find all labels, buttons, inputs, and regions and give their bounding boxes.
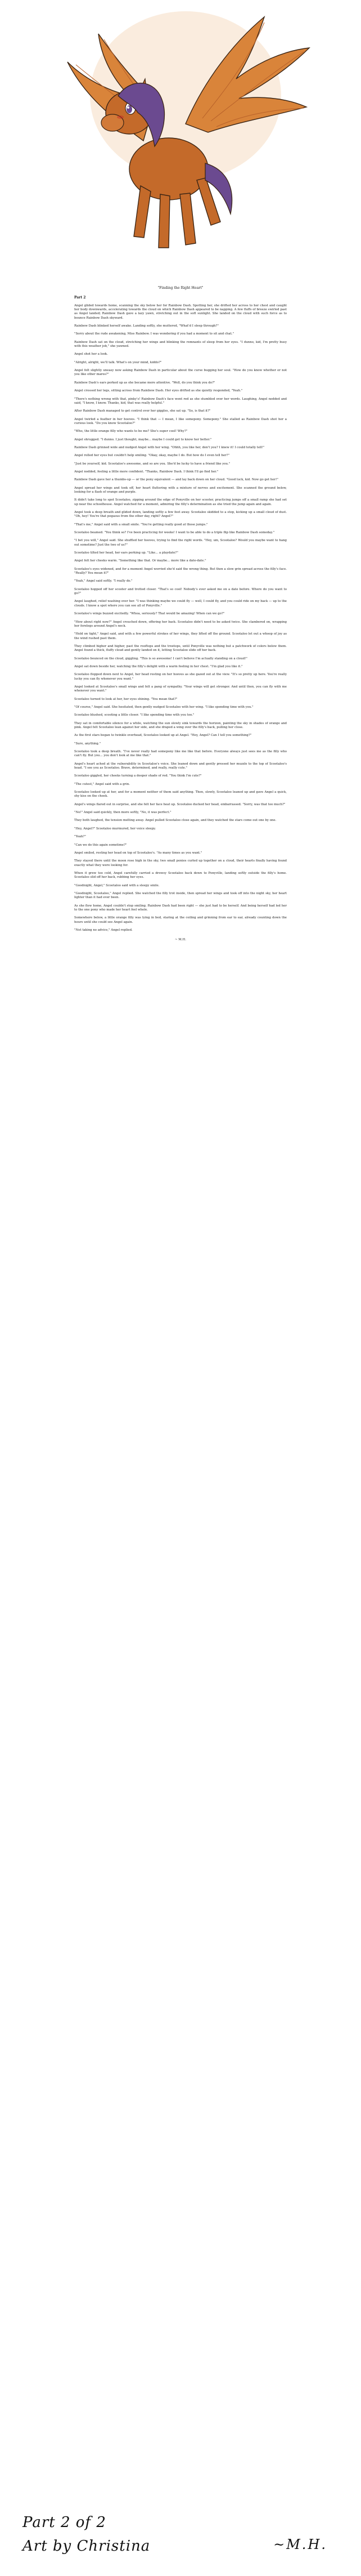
story-paragraph: "Hold on tight," Angel said, and with a few powerful strokes of her wings, they lifted off the ground. Scootaloo let out a whoop of joy as the wind rushed past them. — [74, 632, 287, 640]
story-paragraph: Somewhere below, a little orange filly was lying in bed, staring at the ceiling and grinning from ear to ear, already counting down the hours until she could see Angel again. — [74, 916, 287, 924]
story-title: "Finding the Right Heart" — [157, 286, 204, 290]
story-paragraph: "Yeah," Angel said softly. "I really do." — [74, 579, 133, 583]
story-paragraph: Rainbow Dash gave her a thumbs-up — or the pony equivalent — and lay back down on her cloud. "Good luck, kid. Now go get her!" — [74, 478, 278, 482]
story-paragraph: "I bet you will," Angel said. She shuffled her hooves, trying to find the right words. "Hey, um, Scootaloo? Would you maybe want to hang out sometime? Just the two of us?" — [74, 539, 287, 547]
story-paragraph: Angel took a deep breath and glided down, landing softly a few feet away. Scootaloo skidded to a stop, kicking up a small cloud of dust. "Oh, hey! You're that pegasus from the other day, right? Angel?" — [74, 511, 287, 519]
illustration-svg — [0, 0, 361, 282]
cheek-blush — [117, 115, 124, 119]
story-paragraph: Angel sat down beside her, watching the filly's delight with a warm feeling in her chest. "I'm glad you like it." — [74, 664, 243, 668]
story-end-mark: ~ M.H. — [175, 938, 186, 942]
story-paragraph: Angel twirled a feather in her hooves. "I think that — I mean, I like somepony. Somepony." She stalled as Rainbow Dash shot her a curious look. "Do you know Scootaloo?" — [74, 417, 287, 425]
story-paragraph: "No!" Angel said quickly, then more softly, "No, it was perfect." — [74, 811, 172, 815]
art-credit: Art by Christina — [22, 2538, 151, 2555]
story-paragraph: "Not taking no advice," Angel replied. — [74, 928, 133, 932]
story-paragraph: Angel looked at Scootaloo's small wings and felt a pang of sympathy. "Your wings will get stronger. And until then, you can fly with me whenever you want." — [74, 685, 287, 693]
credits-footer — [0, 2508, 361, 2576]
story-paragraph: "There's nothing wrong with that, pinky's! Rainbow Dash's face went red as she stumbled over her words. Laughing, Angel nodded and said, "I know, I know. Thanks, kid, that was really helpful." — [74, 397, 287, 405]
story-paragraph: "Of course," Angel said. She hesitated, then gently nudged Scootaloo with her wing. "I like spending time with you." — [74, 705, 254, 709]
story-paragraph: Scootaloo giggled, her cheeks turning a deeper shade of red. "You think I'm cute?" — [74, 774, 202, 778]
story-paragraph: Scootaloo blushed, scooting a little closer. "I like spending time with you too." — [74, 713, 195, 717]
story-paragraph: Angel glided towards home, scanning the sky below her for Rainbow Dash. Spotting her, she drifted her across to her chest and caught her body downwards, accelerating towards the cloud on which Rainbow Dash appeared to be napping. A few fluffs of breeze swirled past as Angel landed; Rainbow Dash gave a lazy yawn, stretching out in the soft sunlight. She landed on the cloud with such force as to bounce Rainbow Dash skyward. — [74, 303, 287, 320]
story-paragraph: Angel shot her a look. — [74, 352, 108, 356]
story-paragraph: They sat in comfortable silence for a while, watching the sun slowly sink towards the horizon, painting the sky in shades of orange and pink. Angel felt Scootaloo lean against her side, and she draped a wing over the filly's back, pulling her close. — [74, 721, 287, 729]
story-paragraph: Angel crossed her legs, sitting across from Rainbow Dash. Her eyes drifted as she quietly responded, "Yeah." — [74, 389, 243, 393]
story-paragraph: As the first stars began to twinkle overhead, Scootaloo looked up at Angel. "Hey, Angel? Can I tell you something?" — [74, 734, 252, 738]
story-paragraph: Rainbow Dash's ears perked up as she became more attentive. "Well, do you think you do?" — [74, 381, 215, 385]
story-paragraph: "How about right now?" Angel crouched down, offering her back. Scootaloo didn't need to be asked twice. She clambered on, wrapping her forelegs around Angel's neck. — [74, 620, 287, 628]
story-paragraph: Scootaloo took a deep breath. "I've never really had somepony like me like that before. Everyone always just sees me as the filly who can't fly. But you... you don't look at me like that." — [74, 750, 287, 758]
story-paragraph: "Hey, Angel?" Scootaloo murmured, her voice sleepy. — [74, 827, 156, 831]
story-paragraph: Angel's heart ached at the vulnerability in Scootaloo's voice. She leaned down and gently pressed her muzzle to the top of Scootaloo's head. "I see you as Scootaloo. Brave, determined, and really, really cute." — [74, 762, 287, 770]
story-paragraph: Scootaloo bounced on the cloud, giggling. "This is so awesome! I can't believe I'm actually standing on a cloud!" — [74, 657, 247, 660]
story-paragraph: "Sure, anything." — [74, 742, 101, 745]
story-paragraph: Angel felt her cheeks warm. "Something like that. Or maybe... more like a date-date." — [74, 559, 206, 563]
story-paragraph: After Rainbow Dash managed to get control over her giggles, she sat up. "So, is that it?" — [74, 409, 211, 413]
pegasus-illustration — [0, 0, 361, 282]
story-paragraph: Angel smiled, resting her head on top of Scootaloo's. "As many times as you want." — [74, 851, 202, 855]
story-paragraph: As she flew home, Angel couldn't stop smiling. Rainbow Dash had been right — she just had to be herself. And being herself had led her to the one pony who made her heart feel whole. — [74, 904, 287, 912]
story-paragraphs — [74, 304, 287, 933]
story-paragraph: "Alright, alright, we'll talk. What's on your mind, kiddo?" — [74, 360, 162, 364]
story-paragraph: Scootaloo looked up at her, and for a moment neither of them said anything. Then, slowly, Scootaloo leaned up and gave Angel a quick, shy kiss on the cheek. — [74, 791, 287, 798]
story-paragraph: Rainbow Dash grinned wide and nudged Angel with her wing. "Ohhh, you like her, don't you? I knew it! I could totally tell!" — [74, 445, 265, 449]
story-paragraph: Scootaloo's eyes widened, and for a moment Angel worried she'd said the wrong thing. But then a slow grin spread across the filly's face. "Really? You mean it?" — [74, 567, 287, 575]
story-paragraph: "Goodnight, Scootaloo," Angel replied. She watched the filly trot inside, then spread her wings and took off into the night sky, her heart lighter than it had ever been. — [74, 891, 287, 900]
part-heading: Part 2 — [74, 296, 86, 300]
story-paragraph: Angel felt slightly uneasy now asking Rainbow Dash in particular about the curse bugging her soul. "How do you know whether or not you like other mares?" — [74, 369, 287, 377]
story-paragraph: Angel nodded, feeling a little more confident. "Thanks, Rainbow Dash. I think I'll go find her." — [74, 470, 219, 474]
author-signature: ~M.H. — [273, 2537, 327, 2552]
story-paragraph: "That's me," Angel said with a small smile. "You're getting really good at those jumps." — [74, 523, 208, 526]
eye-highlight — [127, 106, 129, 109]
story-paragraph: "The cutest," Angel said with a grin. — [74, 782, 130, 786]
story-paragraph: Angel spread her wings and took off, her heart fluttering with a mixture of nerves and excitement. She scanned the ground below, looking for a flash of orange and purple. — [74, 486, 287, 494]
pony-iris — [127, 105, 132, 113]
story-paragraph: They stayed there until the moon rose high in the sky, two small ponies curled up together on a cloud, their hearts finally having found exactly what they were looking for. — [74, 859, 287, 867]
story-paragraph: "Yeah?" — [74, 835, 86, 839]
story-paragraph: "Sorry about the rude awakening, Miss Rainbow. I was wondering if you had a moment to sit and chat." — [74, 332, 234, 336]
story-paragraph: "Just be yourself, kid. Scootaloo's awesome, and so are you. She'd be lucky to have a friend like you." — [74, 462, 231, 466]
story-paragraph: It didn't take long to spot Scootaloo, zipping around the edge of Ponyville on her scooter, practicing jumps off a small ramp she had set up near the schoolhouse. Angel watched for a moment, admiring the filly's determination as she tried the jump again and again. — [74, 498, 287, 506]
story-paragraph: When it grew too cold, Angel carefully carried a drowsy Scootaloo back down to Ponyville, landing softly outside the filly's home. Scootaloo slid off her back, rubbing her eyes. — [74, 871, 287, 879]
story-paragraph: Scootaloo tilted her head, her ears perking up. "Like... a playdate?" — [74, 551, 178, 555]
story-paragraph: Scootaloo beamed. "You think so? I've been practicing for weeks! I want to be able to do a triple flip like Rainbow Dash someday." — [74, 531, 275, 535]
story-paragraph: Angel shrugged. "I dunno. I just thought, maybe... maybe I could get to know her better." — [74, 437, 212, 441]
story-paragraph: "Who, the little orange filly who wants to be me? She's super cool! Why?" — [74, 430, 188, 434]
story-paragraph: They climbed higher and higher, past the rooftops and the treetops, until Ponyville was nothing but a patchwork of colors below them. Angel found a thick, fluffy cloud and gently landed on it, letting Scootaloo slide off her back. — [74, 644, 287, 653]
story-paragraph: Scootaloo's wings buzzed excitedly. "Whoa, seriously? That would be amazing! When can we go?" — [74, 612, 225, 616]
story-body — [74, 286, 287, 943]
story-paragraph: Scootaloo hopped off her scooter and trotted closer. "That's so cool! Nobody's ever asked me on a date before. Where do you want to go?" — [74, 587, 287, 596]
story-paragraph: Rainbow Dash blinked herself awake. Landing softly, she muttered, "What'd I sleep through?" — [74, 324, 219, 328]
story-paragraph: Angel's wings flared out in surprise, and she felt her face heat up. Scootaloo ducked her head, embarrassed. "Sorry, was that too much?" — [74, 802, 286, 806]
part-credit: Part 2 of 2 — [22, 2514, 106, 2531]
story-paragraph: They both laughed, the tension melting away. Angel pulled Scootaloo close again, and they watched the stars come out one by one. — [74, 819, 277, 823]
story-paragraph: "Can we do this again sometime?" — [74, 843, 127, 847]
story-paragraph: Angel laughed, relief washing over her. "I was thinking maybe we could fly — well, I could fly, and you could ride on my back — up to the clouds. I know a spot where you can see all of Ponyville." — [74, 600, 287, 608]
story-paragraph: Rainbow Dash sat on the cloud, stretching her wings and blinking the remnants of sleep from her eyes. "I dunno, kid, I'm pretty busy with this weather job," she yawned. — [74, 340, 287, 349]
story-paragraph: Scootaloo turned to look at her, her eyes shining. "You mean that?" — [74, 697, 178, 701]
story-paragraph: Angel rolled her eyes but couldn't help smiling. "Okay, okay, maybe I do. But how do I even tell her?" — [74, 454, 229, 458]
story-paragraph: Scootaloo flopped down next to Angel, her head resting on her hooves as she gazed out at the view. "It's so pretty up here. You're really lucky you can fly whenever you want." — [74, 673, 287, 681]
story-paragraph: "Goodnight, Angel," Scootaloo said with a sleepy smile. — [74, 883, 160, 887]
